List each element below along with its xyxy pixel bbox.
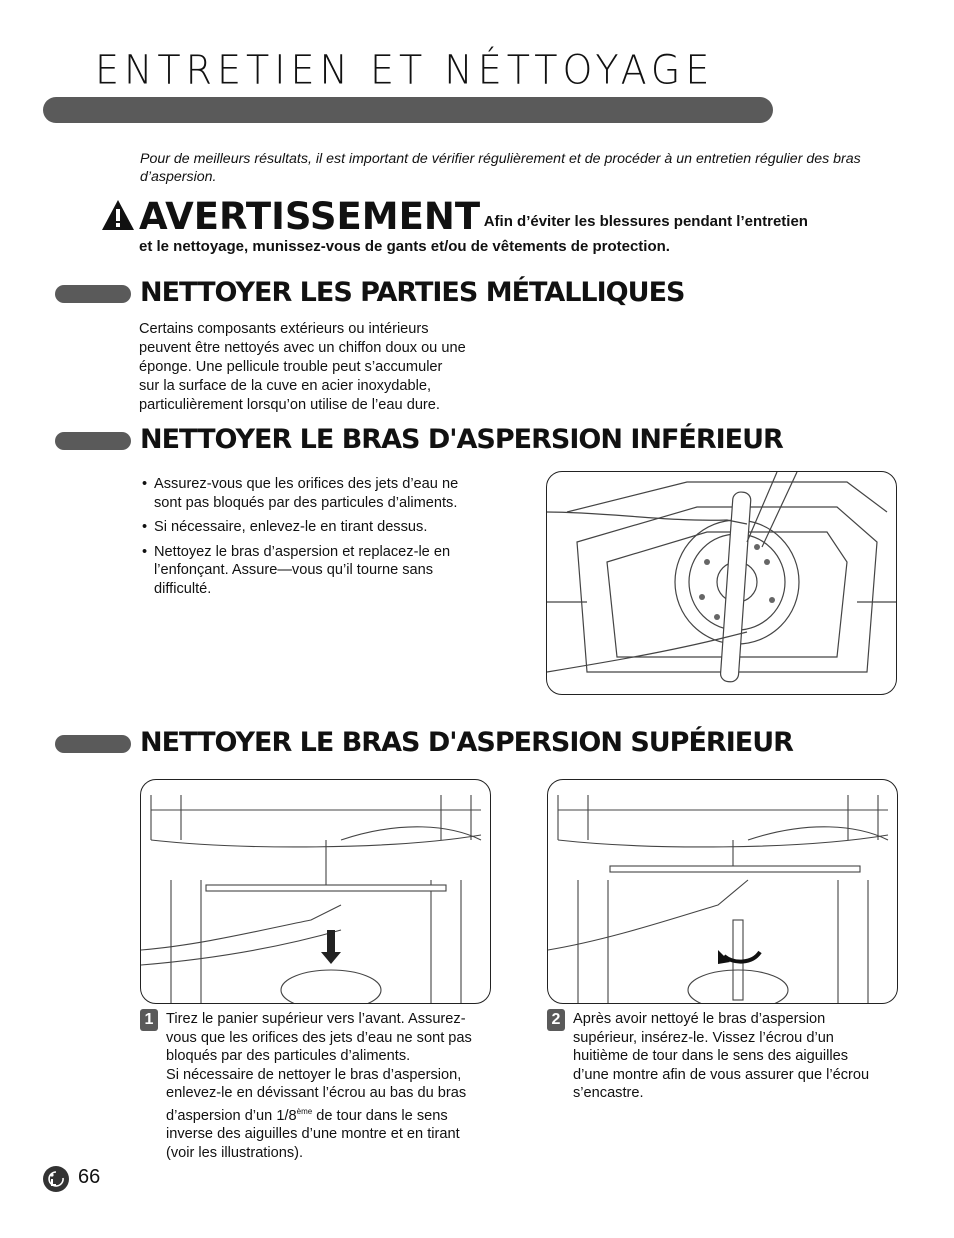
bullet-item: • Nettoyez le bras d’aspersion et replacez-le en l’enfonçant. Assure—vous qu’il tourne sans difficulté. <box>142 543 482 599</box>
metal-text <box>139 320 519 415</box>
step-1-part-b1: Si nécessaire de nettoyer le bras d’aspersion, enlevez-le en dévissant l’écrou au bas du bras d’aspersion d’un 1/8 <box>166 1066 467 1124</box>
lower-arm-drawing <box>547 472 896 694</box>
text-line: peuvent être nettoyés avec un chiffon doux ou une <box>139 340 466 356</box>
text-line: Certains composants extérieurs ou intérieurs <box>139 321 429 337</box>
text-line: éponge. Une pellicule trouble peut s’accumuler <box>139 359 443 375</box>
page-number: 66 <box>78 1166 101 1188</box>
bullet-item: • Si nécessaire, enlevez-le en tirant dessus. <box>142 518 482 537</box>
step-1-text <box>166 1010 484 1163</box>
upper-arm-drawing-1 <box>141 780 490 1003</box>
section-title-metal: NETTOYER LES PARTIES MÉTALLIQUES <box>140 277 685 308</box>
warning-line-2: et le nettoyage, munissez-vous de gants et/ou de vêtements de protection. <box>139 238 670 255</box>
intro-text: Pour de meilleurs résultats, il est important de vérifier régulièrement et de procéder à un entretien régulier des bras d’aspersion. <box>140 151 861 185</box>
lg-logo-icon <box>43 1166 69 1192</box>
text-line: sur la surface de la cuve en acier inoxydable, <box>139 378 432 394</box>
title-bar <box>43 97 773 123</box>
lower-bullets <box>142 475 482 604</box>
warning-block <box>100 195 880 238</box>
step-number: 1 <box>140 1009 158 1031</box>
step-1-part-b2: de tour dans le sens inverse des aiguilles d’une montre et en tirant (voir les illustrations). <box>166 1107 460 1162</box>
bullet-item: • Assurez-vous que les orifices des jets d’eau ne sont pas bloqués par des particules d’aliments. <box>142 475 482 512</box>
step-2-text: Après avoir nettoyé le bras d’aspersion supérieur, insérez-le. Vissez l’écrou d’un huitième de tour dans le sens des aiguilles d’une montre afin de vous assurer que l’écrou s’encastre. <box>573 1011 870 1102</box>
warning-title: AVERTISSEMENT <box>139 195 481 238</box>
warning-icon <box>100 198 136 232</box>
page-title: ENTRETIEN ET NÉTTOYAGE <box>95 46 715 94</box>
section-title-lower: NETTOYER LE BRAS D'ASPERSION INFÉRIEUR <box>140 424 783 455</box>
superscript: ème <box>296 1106 313 1116</box>
section-marker <box>55 285 131 303</box>
step-1-part-a: Tirez le panier supérieur vers l’avant. Assurez-vous que les orifices des jets d’eau ne sont pas bloqués par des particules d’aliments. <box>166 1011 472 1065</box>
upper-arm-drawing-2 <box>548 780 897 1003</box>
step-number: 2 <box>547 1009 565 1031</box>
section-title-upper: NETTOYER LE BRAS D'ASPERSION SUPÉRIEUR <box>140 727 793 758</box>
upper-arm-illustration-1 <box>140 779 491 1004</box>
upper-arm-illustration-2 <box>547 779 898 1004</box>
section-marker <box>55 735 131 753</box>
step-1-part-b <box>166 1066 484 1163</box>
text-line: particulièrement lorsqu’on utilise de l’eau dure. <box>139 397 440 413</box>
section-marker <box>55 432 131 450</box>
lower-arm-illustration <box>546 471 897 695</box>
warning-line-1: Afin d’éviter les blessures pendant l’entretien <box>483 213 808 230</box>
